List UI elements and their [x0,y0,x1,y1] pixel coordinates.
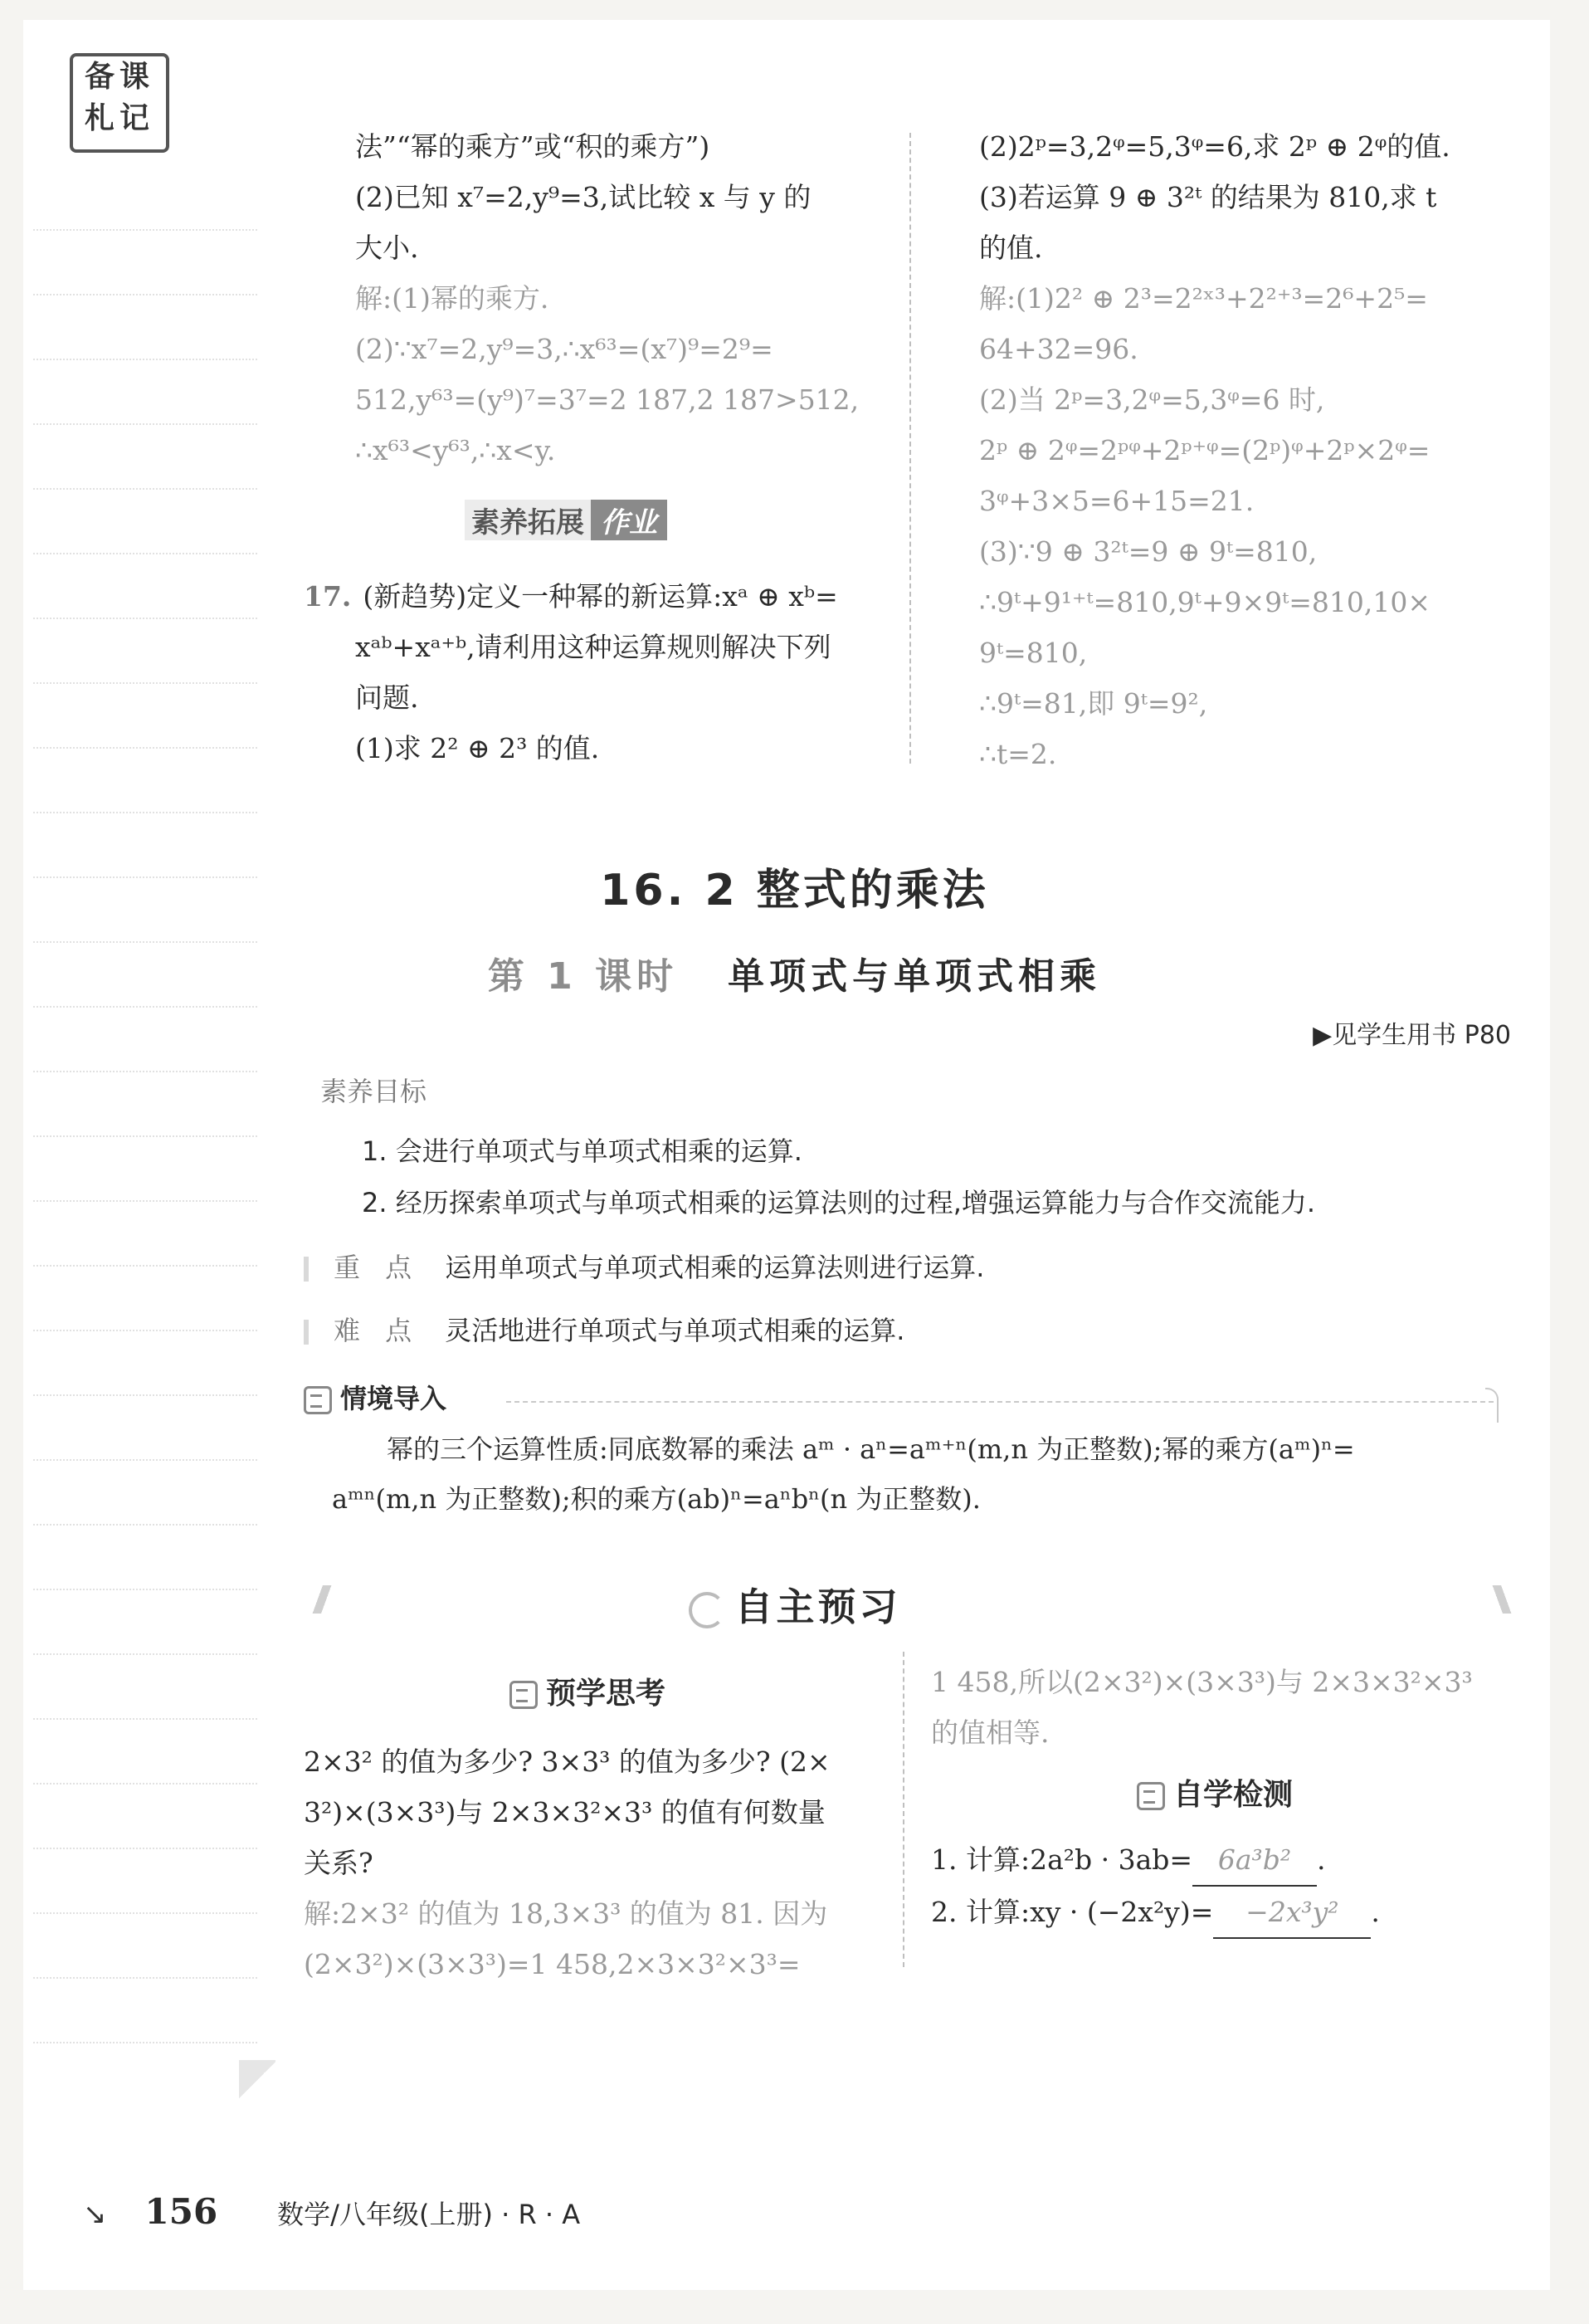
left-text: 大小. [355,232,419,264]
think-content [304,1736,885,1990]
think-answer: 解:2×3² 的值为 18,3×3³ 的值为 81. 因为 [304,1897,828,1930]
preview-title-text: 自主预习 [734,1584,901,1629]
left-answer: 解:(1)幂的乘方. [355,282,549,315]
preview-section-title [0,1577,1589,1632]
check-item-1 [931,1834,1528,1887]
check-end: . [1371,1896,1380,1928]
question-number: 17. [304,580,352,613]
section-title: 16. 2 整式的乘法 [600,866,989,915]
self-check-heading-text: 自学检测 [1173,1778,1294,1812]
play-triangle-icon: ▶ [1313,1021,1333,1050]
student-book-ref [1313,1014,1511,1051]
check-question: 1. 计算:2a²b · 3ab= [931,1843,1193,1876]
margin-note-lines [33,166,257,2042]
right-text: 的值. [979,232,1043,264]
question-text: 问题. [355,681,419,714]
right-answer: 解:(1)2² ⊕ 2³=2²ˣ³+2²⁺³=2⁶+2⁵= [979,282,1428,315]
scene-body [332,1424,1510,1524]
right-column [979,121,1518,779]
left-column [355,121,886,476]
key-point-label: 重 点 [334,1252,421,1283]
think-answer: (2×3²)×(3×3³)=1 458,2×3×3²×3³= [304,1948,801,1980]
lesson-heading [0,946,1589,999]
right-text: (2)2ᵖ=3,2ᵠ=5,3ᵠ=6,求 2ᵖ ⊕ 2ᵠ的值. [979,130,1450,163]
question-text: xᵃᵇ+xᵃ⁺ᵇ,请利用这种运算规则解决下列 [355,631,831,663]
self-check-heading [1137,1771,1293,1814]
right-answer: 9ᵗ=810, [979,637,1088,669]
difficulty-label: 难 点 [334,1315,421,1346]
right-answer: (2)当 2ᵖ=3,2ᵠ=5,3ᵠ=6 时, [979,383,1325,416]
difficulty-bar [304,1320,309,1345]
self-check-items [931,1834,1528,1939]
scene-text: aᵐⁿ(m,n 为正整数);积的乘方(ab)ⁿ=aⁿbⁿ(n 为正整数). [332,1483,981,1515]
scene-heading [304,1378,446,1416]
scene-icon [304,1386,332,1414]
column-divider [903,1652,904,1967]
key-point-text: 运用单项式与单项式相乘的运算法则进行运算. [445,1252,985,1283]
goals-heading: 素养目标 [320,1076,427,1107]
question-17 [304,571,893,774]
difficulty-text: 灵活地进行单项式与单项式相乘的运算. [445,1315,905,1346]
think-answer: 的值相等. [931,1716,1050,1749]
difficulty-point [304,1310,904,1348]
scene-rule-corner [1485,1388,1499,1423]
left-answer: ∴x⁶³<y⁶³,∴x<y. [355,434,556,466]
think-question: 关系? [304,1847,373,1879]
margin-note-badge [70,53,169,153]
left-answer: (2)∵x⁷=2,y⁹=3,∴x⁶³=(x⁷)⁹=2⁹= [355,333,773,365]
homework-tag-label: 作业 [591,500,667,540]
left-text: 法”“幂的乘方”或“积的乘方”) [355,130,710,163]
right-answer: ∴t=2. [979,738,1057,770]
scene-rule [506,1401,1494,1403]
page-footer [83,2191,580,2232]
left-text: (2)已知 x⁷=2,y⁹=3,试比较 x 与 y 的 [355,181,812,213]
right-answer: ∴9ᵗ+9¹⁺ᵗ=810,9ᵗ+9×9ᵗ=810,10× [979,586,1431,618]
scene-heading-text: 情境导入 [340,1383,447,1414]
right-answer: 3ᵠ+3×5=6+15=21. [979,485,1255,517]
extension-tag-label: 素养拓展 [465,500,591,540]
think-answer-continued [931,1657,1528,1758]
question-text: (新趋势)定义一种幂的新运算:xᵃ ⊕ xᵇ= [363,580,838,613]
question-text: (1)求 2² ⊕ 2³ 的值. [355,732,600,764]
think-question: 3²)×(3×3³)与 2×3×3²×3³ 的值有何数量 [304,1796,826,1828]
column-divider [909,133,911,764]
goal-item: 1. 会进行单项式与单项式相乘的运算. [362,1135,802,1167]
right-answer: ∴9ᵗ=81,即 9ᵗ=9², [979,687,1208,720]
right-answer: 64+32=96. [979,333,1138,365]
right-answer: 2ᵖ ⊕ 2ᵠ=2ᵖᵠ+2ᵖ⁺ᵠ=(2ᵖ)ᵠ+2ᵖ×2ᵠ= [979,434,1431,466]
check-item-2 [931,1887,1528,1939]
left-answer: 512,y⁶³=(y⁹)⁷=3⁷=2 187,2 187>512, [355,383,860,416]
check-icon [1137,1782,1165,1810]
right-text: (3)若运算 9 ⊕ 3²ᵗ 的结果为 810,求 t [979,181,1437,213]
margin-note-line2: 札记 [84,101,154,135]
think-heading-text: 预学思考 [546,1677,666,1711]
margin-note-line1: 备课 [84,60,154,94]
key-point-bar [304,1257,309,1282]
book-title: 数学/八年级(上册) · R · A [277,2199,581,2230]
extension-tag [465,500,730,540]
scene-text: 幂的三个运算性质:同底数幂的乘法 aᵐ · aⁿ=aᵐ⁺ⁿ(m,n 为正整数);幂的乘方(aᵐ)ⁿ= [387,1433,1355,1465]
think-heading [509,1670,665,1712]
check-question: 2. 计算:xy · (−2x²y)= [931,1896,1214,1928]
answer-blank: −2x³y² [1213,1887,1371,1939]
think-question: 2×3² 的值为多少? 3×3³ 的值为多少? (2× [304,1745,831,1778]
key-point [304,1247,984,1285]
think-answer: 1 458,所以(2×3²)×(3×3³)与 2×3×3²×3³ [931,1666,1473,1698]
goal-item: 2. 经历探索单项式与单项式相乘的运算法则的过程,增强运算能力与合作交流能力. [362,1187,1316,1218]
preview-icon [689,1592,725,1628]
student-book-ref-text: 见学生用书 P80 [1332,1021,1511,1050]
footer-arrow-icon: ↘ [83,2198,107,2231]
answer-blank: 6a³b² [1192,1834,1317,1887]
right-answer: (3)∵9 ⊕ 3²ᵗ=9 ⊕ 9ᵗ=810, [979,535,1318,568]
lesson-title: 单项式与单项式相乘 [728,955,1102,998]
page-number: 156 [144,2191,218,2232]
think-icon [509,1681,538,1709]
corner-decoration [239,2060,275,2100]
check-end: . [1317,1843,1326,1876]
lesson-number: 第 1 课时 [487,955,679,998]
